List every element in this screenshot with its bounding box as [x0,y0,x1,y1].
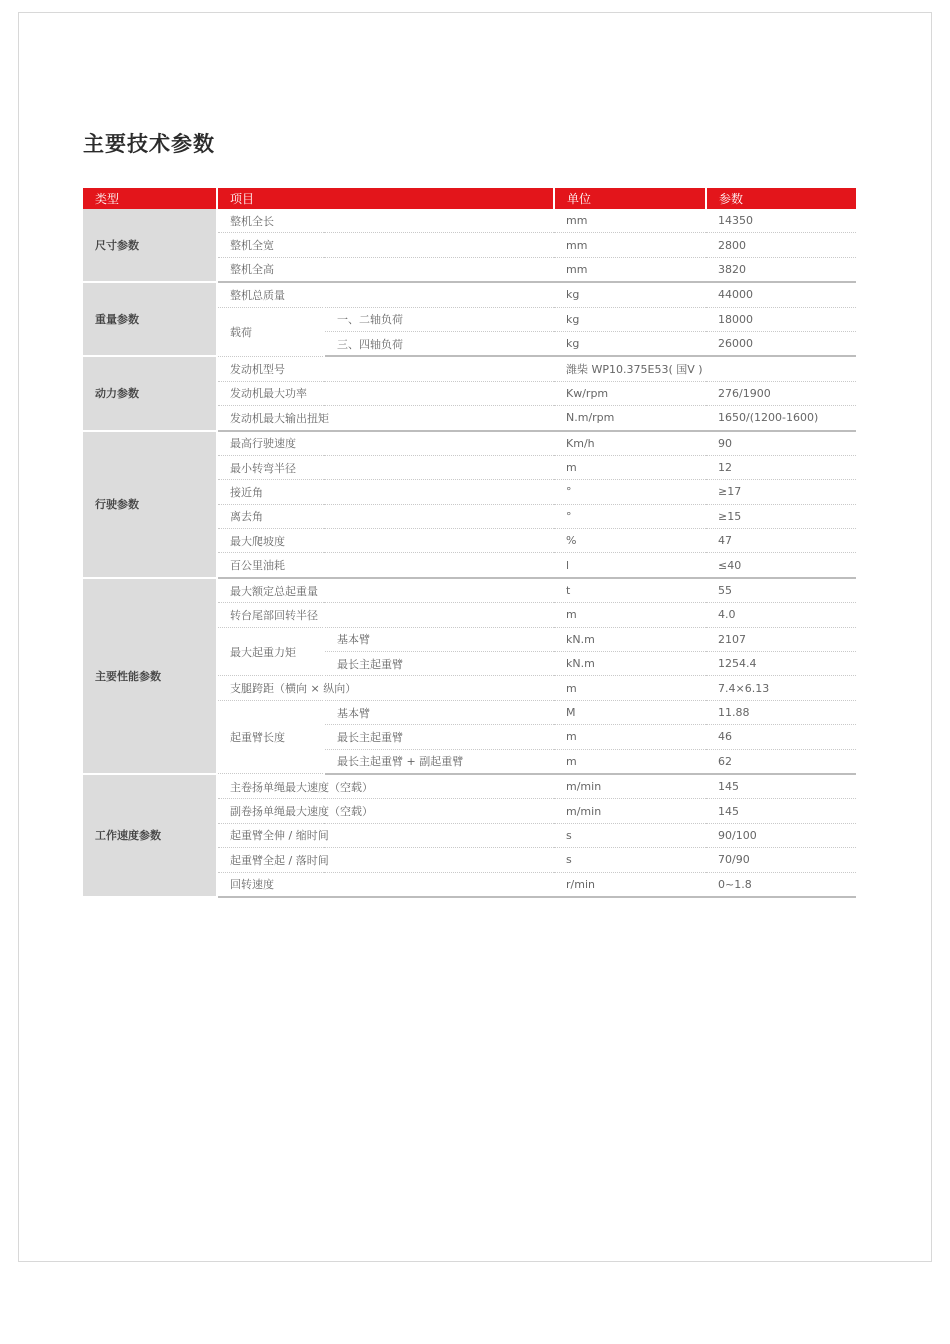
unit-cell: Kw/rpm [554,381,706,405]
value-cell: 90 [706,431,856,456]
value-cell: 276/1900 [706,381,856,405]
unit-cell: m [554,455,706,479]
unit-cell: m [554,725,706,749]
value-cell: ≥15 [706,504,856,528]
value-cell: 12 [706,455,856,479]
value-cell: 62 [706,749,856,774]
unit-cell: mm [554,257,706,282]
unit-cell: Km/h [554,431,706,456]
value-cell: 55 [706,578,856,603]
category-power: 动力参数 [83,356,217,430]
item-cell: 副卷扬单绳最大速度（空载） [217,799,554,823]
unit-cell: m [554,676,706,700]
value-cell: 1650/(1200-1600) [706,406,856,431]
value-cell: 0~1.8 [706,872,856,897]
item-cell: 主卷扬单绳最大速度（空载） [217,774,554,799]
category-weight: 重量参数 [83,282,217,356]
unit-cell: m [554,603,706,627]
unit-cell: % [554,529,706,553]
value-cell: 44000 [706,282,856,307]
unit-cell: m/min [554,799,706,823]
table-header-row [83,188,856,209]
unit-cell: kN.m [554,652,706,676]
value-cell: 2107 [706,627,856,651]
item-cell: 起重臂全起 / 落时间 [217,848,554,872]
item-cell: 整机全高 [217,257,554,282]
value-cell: 7.4×6.13 [706,676,856,700]
value-cell: 14350 [706,209,856,233]
unit-cell: ° [554,504,706,528]
item-cell: 发动机最大输出扭矩 [217,406,554,431]
item-cell: 起重臂全伸 / 缩时间 [217,823,554,847]
value-cell: 18000 [706,307,856,331]
category-speed: 工作速度参数 [83,774,217,897]
header-item: 项目 [217,188,554,209]
table-row [83,578,856,603]
item-cell: 百公里油耗 [217,553,554,578]
subitem-cell: 基本臂 [324,700,554,724]
subitem-cell: 最长主起重臂 [324,652,554,676]
item-cell: 整机总质量 [217,282,554,307]
unit-cell: mm [554,233,706,257]
unit-cell: s [554,823,706,847]
spec-table [83,188,856,898]
value-cell: 47 [706,529,856,553]
item-cell: 转台尾部回转半径 [217,603,554,627]
item-cell: 最大额定总起重量 [217,578,554,603]
value-cell: 46 [706,725,856,749]
category-size: 尺寸参数 [83,209,217,282]
unit-cell: kg [554,331,706,356]
value-cell: 90/100 [706,823,856,847]
unit-cell: r/min [554,872,706,897]
item-cell: 最大爬坡度 [217,529,554,553]
item-cell: 发动机型号 [217,356,554,381]
item-cell-load: 载荷 [217,307,324,356]
value-cell: 145 [706,799,856,823]
item-cell-moment: 最大起重力矩 [217,627,324,676]
value-cell: 4.0 [706,603,856,627]
item-cell: 发动机最大功率 [217,381,554,405]
item-cell: 回转速度 [217,872,554,897]
value-cell: 11.88 [706,700,856,724]
value-cell: ≤40 [706,553,856,578]
unit-cell: m [554,749,706,774]
item-cell: 整机全长 [217,209,554,233]
category-travel: 行驶参数 [83,431,217,578]
value-cell: 26000 [706,331,856,356]
value-cell: 70/90 [706,848,856,872]
unit-cell: kg [554,307,706,331]
table-row [83,282,856,307]
header-type: 类型 [83,188,217,209]
table-row [83,209,856,233]
unit-cell: m/min [554,774,706,799]
table-row [83,356,856,381]
table-row [83,774,856,799]
value-cell: 2800 [706,233,856,257]
item-cell: 最小转弯半径 [217,455,554,479]
item-cell: 支腿跨距（横向 × 纵向） [217,676,554,700]
unit-cell: l [554,553,706,578]
unit-cell: mm [554,209,706,233]
value-cell: 1254.4 [706,652,856,676]
table-row [83,431,856,456]
unit-cell: N.m/rpm [554,406,706,431]
unit-cell: M [554,700,706,724]
header-unit: 单位 [554,188,706,209]
subitem-cell: 一、二轴负荷 [324,307,554,331]
subitem-cell: 三、四轴负荷 [324,331,554,356]
item-cell: 离去角 [217,504,554,528]
unit-cell: s [554,848,706,872]
value-cell: 3820 [706,257,856,282]
item-cell: 接近角 [217,480,554,504]
value-cell: 145 [706,774,856,799]
item-cell: 整机全宽 [217,233,554,257]
item-cell: 最高行驶速度 [217,431,554,456]
item-cell-boom-length: 起重臂长度 [217,700,324,774]
unit-cell: kg [554,282,706,307]
value-cell: ≥17 [706,480,856,504]
unit-cell: kN.m [554,627,706,651]
subitem-cell: 最长主起重臂 [324,725,554,749]
unit-cell: t [554,578,706,603]
value-cell-engine-model: 潍柴 WP10.375E53( 国Ⅴ ) [554,356,856,381]
header-param: 参数 [706,188,856,209]
category-performance: 主要性能参数 [83,578,217,774]
page-title: 主要技术参数 [83,132,215,156]
subitem-cell: 最长主起重臂 + 副起重臂 [324,749,554,774]
unit-cell: ° [554,480,706,504]
subitem-cell: 基本臂 [324,627,554,651]
